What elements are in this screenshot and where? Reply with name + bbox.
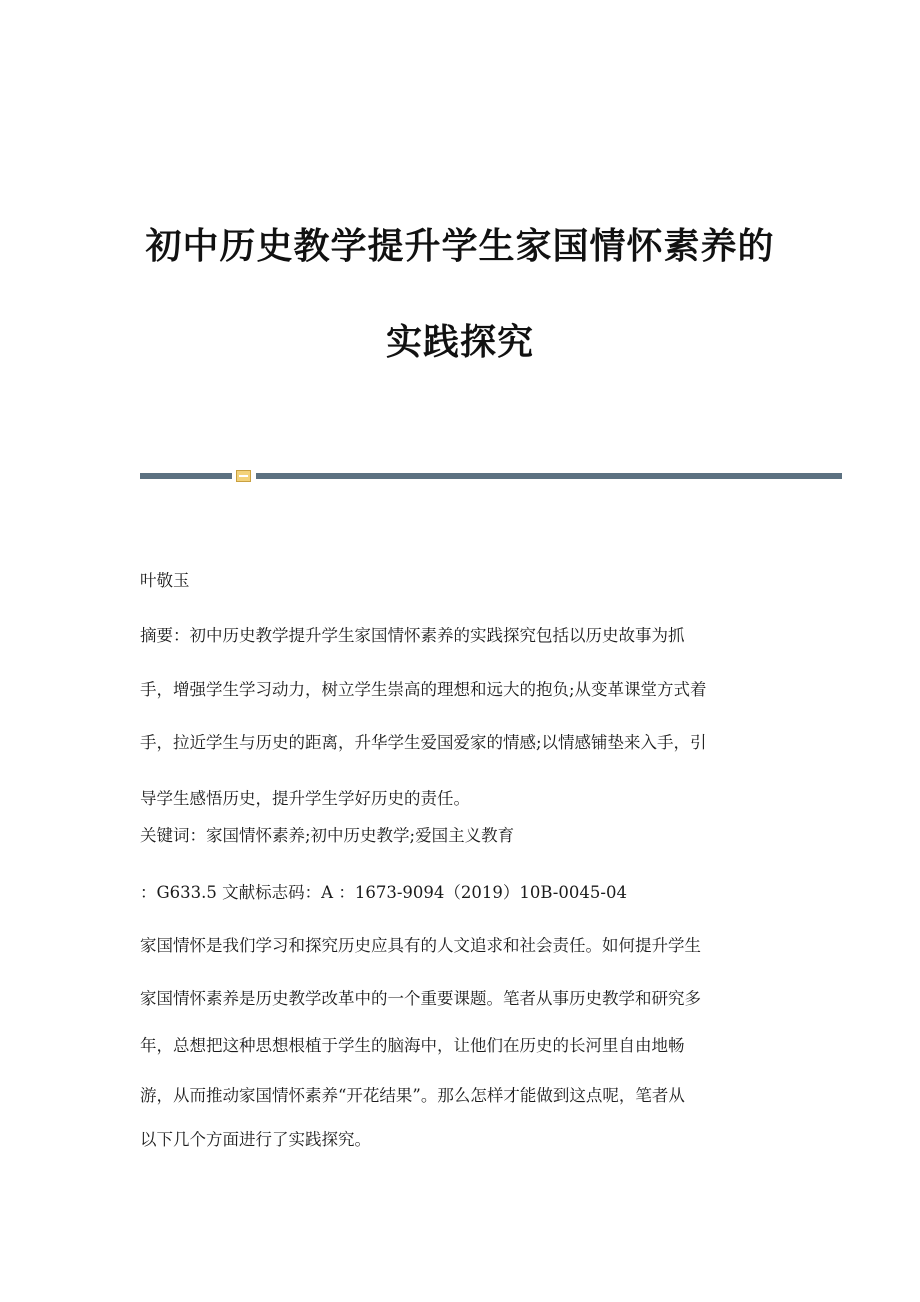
body-line: 游，从而推动家国情怀素养“开花结果”。那么怎样才能做到这点呢，笔者从	[140, 1086, 685, 1105]
abstract-line: 摘要：初中历史教学提升学生家国情怀素养的实践探究包括以历史故事为抓	[140, 626, 685, 645]
body-line: 以下几个方面进行了实践探究。	[140, 1130, 371, 1149]
abstract-line: 手，拉近学生与历史的距离，升华学生爱国爱家的情感;以情感铺垫来入手，引	[140, 733, 707, 752]
divider-bar-left	[140, 473, 232, 479]
page-title-line-1: 初中历史教学提升学生家国情怀素养的	[145, 225, 775, 267]
body-line: 家国情怀是我们学习和探究历史应具有的人文追求和社会责任。如何提升学生	[140, 936, 701, 955]
keywords: 关键词：家国情怀素养;初中历史教学;爱国主义教育	[140, 826, 515, 845]
divider-bar-right	[256, 473, 842, 479]
abstract-line: 导学生感悟历史，提升学生学好历史的责任。	[140, 789, 470, 808]
envelope-icon	[236, 470, 251, 482]
body-line: 年，总想把这种思想根植于学生的脑海中，让他们在历史的长河里自由地畅	[140, 1036, 685, 1055]
author-name: 叶敬玉	[140, 571, 190, 590]
title-divider	[140, 470, 842, 482]
page-title-line-2: 实践探究	[385, 321, 534, 363]
classification-info: ：G633.5 文献标志码：A ：1673-9094（2019）10B-0045-04	[140, 883, 627, 902]
body-line: 家国情怀素养是历史教学改革中的一个重要课题。笔者从事历史教学和研究多	[140, 989, 701, 1008]
abstract-line: 手，增强学生学习动力，树立学生崇高的理想和远大的抱负;从变革课堂方式着	[140, 680, 707, 699]
